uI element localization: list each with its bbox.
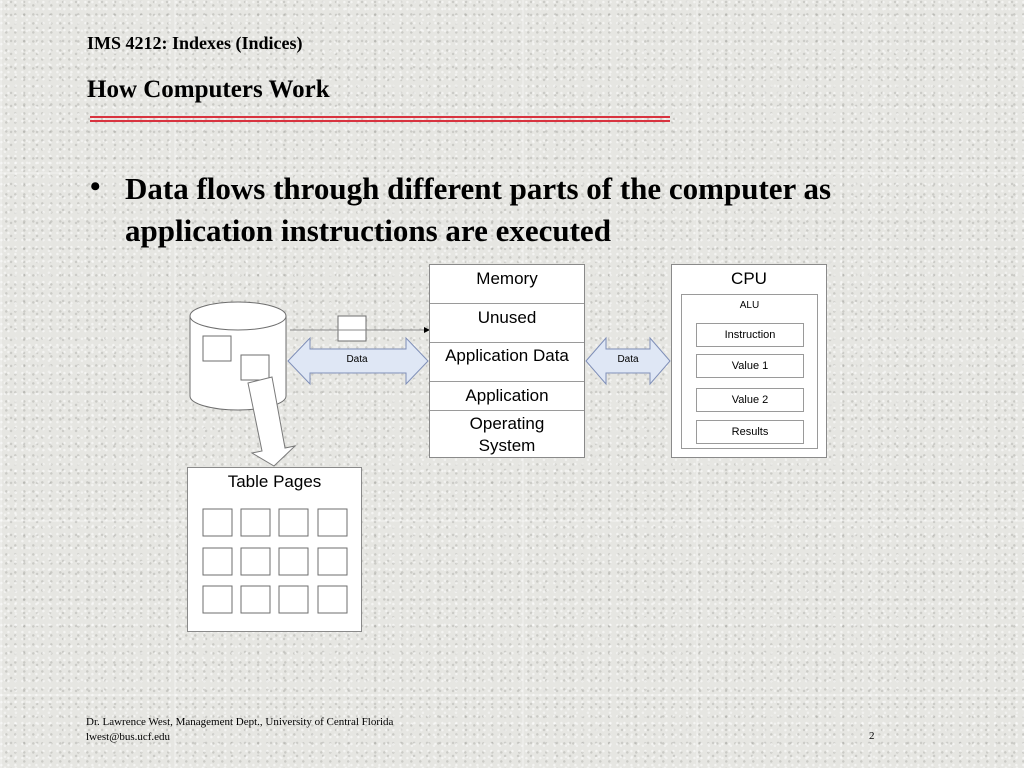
memory-segment-application: Application (430, 381, 584, 410)
cpu-block (671, 264, 827, 458)
memory-header: Memory (476, 269, 538, 288)
register-results: Results (696, 420, 804, 444)
table-pages-grid (188, 468, 363, 633)
bullet-marker: • (90, 170, 101, 203)
page-transfer (290, 316, 430, 341)
course-title: IMS 4212: Indexes (Indices) (87, 33, 303, 53)
alu-block (681, 294, 818, 449)
right-arrow-label: Data (617, 354, 639, 365)
memory-segment-unused: Unused (430, 303, 584, 342)
register-value-1: Value 1 (696, 354, 804, 378)
memory-segment-application-data: Application Data (430, 342, 584, 381)
left-arrow-label: Data (346, 354, 368, 365)
footer-author: Dr. Lawrence West, Management Dept., University of Central Florida (86, 716, 394, 728)
alu-label: ALU (739, 300, 760, 311)
page-number: 2 (869, 730, 875, 742)
footer-email: lwest@bus.ucf.edu (86, 731, 171, 743)
cpu-header: CPU (731, 269, 767, 288)
register-instruction: Instruction (696, 323, 804, 347)
down-arrow (248, 377, 295, 466)
table-pages-label: Table Pages (227, 472, 322, 491)
memory-segment-operating-system: Operating System (430, 410, 584, 458)
slide-title: How Computers Work (87, 76, 330, 103)
bullet-text: Data flows through different parts of the computer as application instructions are executed (125, 171, 832, 248)
register-value-2: Value 2 (696, 388, 804, 412)
memory-block (429, 264, 585, 458)
table-pages-block (187, 467, 362, 632)
